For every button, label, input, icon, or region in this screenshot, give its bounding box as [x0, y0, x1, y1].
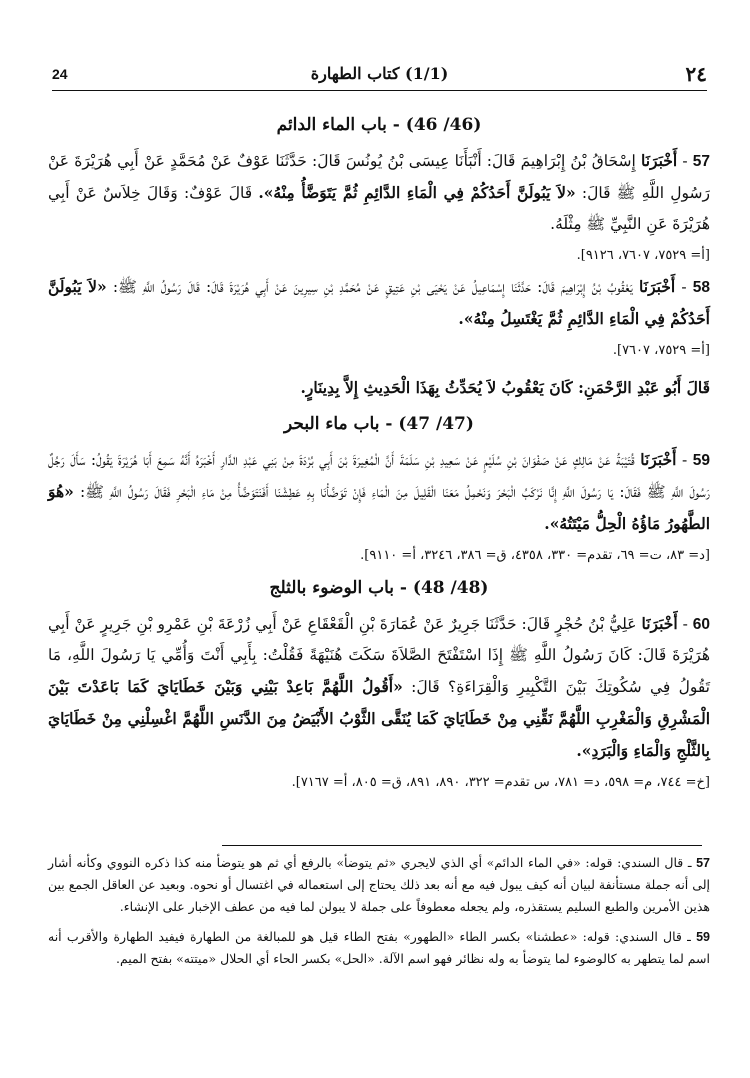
page-title: (1/1) كتاب الطهارة	[310, 64, 449, 83]
main-text	[48, 108, 710, 798]
footnote-text: ـ قال السندي: قوله: «في الماء الدائم» أي الذي لايجري «ثم يتوضأ» بالرفع أي ثم هو يتوضأ منه كذا ذكره النووي وكأنه أشار إلى أنه جملة مستأنفة لبيان أنه كيف يبول فيه مع أنه بعد ذلك يحتاج إلى استعماله في اغتسال أو نحوه. وبعيد عن العاقل الجمع بين هذين الأمرين والطبع السليم يستقذره، ولم يجعله معطوفاً على جملة لا يبولن لما فيه من عطف الإخبار على الإنشاء.	[48, 855, 710, 914]
hadith-lead: أَخْبَرَنَا	[640, 151, 678, 170]
hadith-quote: «لاَ يَبُولَنَّ أَحَدُكُمْ فِي الْمَاءِ الدَّائِمِ ثُمَّ يَتَوَضَّأُ مِنْهُ».	[258, 183, 576, 202]
hadith-lead: أَخْبَرَنَا	[639, 277, 676, 296]
hadith-entry: 59 - أَخْبَرَنَا قُتَيْبَةُ عَنْ مَالِكٍ عَنْ صَفْوَانَ بْنِ سُلَيْمٍ عَنْ سَعِيدِ بْنِ سَلَمَةَ أَنَّ الْمُغِيرَةَ بْنَ أَبِي بُرْدَةَ مِنْ بَنِي عَبْدِ الدَّارِ أَخْبَرَهُ أَنَّهُ سَمِعَ أَبَا هُرَيْرَةَ يَقُولُ: سَأَلَ رَجُلٌ رَسُولَ اللَّهِ ﷺ فَقَالَ: يَا رَسُولَ اللَّهِ إِنَّا نَرْكَبُ الْبَحْرَ وَنَحْمِلُ مَعَنَا الْقَلِيلَ مِنَ الْمَاءِ فَإِنْ تَوَضَّأْنَا بِهِ عَطِشْنَا أَفَنَتَوَضَّأُ مِنْ مَاءِ الْبَحْرِ فَقَالَ رَسُولُ اللَّهِ ﷺ: «هُوَ الطَّهُورُ مَاؤُهُ الْحِلُّ مَيْتَتُهُ». [د= ٨٣، ت= ٦٩، تقدم= ٣٣٠، ٤٣٥٨، ق= ٣٨٦، ٣٢٤٦، أ= ٩١١٠].	[48, 444, 710, 571]
hadith-number: 58	[692, 279, 710, 296]
hadith-reference: [خ= ٧٤٤، م= ٥٩٨، د= ٧٨١، س تقدم= ٣٢٢، ٨٩٠، ٨٩١، ق= ٨٠٥، أ= ٧١٦٧].	[291, 775, 710, 790]
hadith-reference: [أ= ٧٥٢٩، ٧٦٠٧].	[612, 343, 710, 358]
hadith-lead: أَخْبَرَنَا	[641, 614, 678, 633]
footnote-number: 57	[696, 856, 710, 870]
hadith-number: 59	[692, 452, 710, 469]
footnote-text: ـ قال السندي: قوله: «عطشنا» بكسر الطاء «الطهور» بفتح الطاء قيل هو للمبالغة من الطهارة فيفيد الطهارة والأقرب أنه اسم لما يتطهر به كالوضوء لما يتوضأ به وله نظائر فهو اسم الآلة. «الحل» بكسر الحاء أي الحلال «ميتته» بفتح الميم.	[48, 929, 710, 966]
hadith-quote: «أَقُولُ اللَّهُمَّ بَاعِدْ بَيْنِي وَبَيْنَ خَطَايَايَ كَمَا بَاعَدْتَ بَيْنَ الْمَشْرِقِ وَالْمَغْرِبِ اللَّهُمَّ نَقِّنِي مِنْ خَطَايَايَ كَمَا يُنَقَّى الثَّوْبُ الأَبْيَضُ مِنَ الدَّنَسِ اللَّهُمَّ اغْسِلْنِي مِنْ خَطَايَايَ بِالثَّلْجِ وَالْمَاءِ وَالْبَرَدِ».	[48, 677, 710, 760]
chapter-heading: (46/ 46) - باب الماء الدائم	[276, 115, 482, 135]
hadith-entry: 58 - أَخْبَرَنَا يَعْقُوبُ بْنُ إِبْرَاهِيمَ قَالَ: حَدَّثَنَا إِسْمَاعِيلُ عَنْ يَحْيَى بْنِ عَتِيقٍ عَنْ مُحَمَّدِ بْنِ سِيرِينَ عَنْ أَبِي هُرَيْرَةَ قَالَ: قَالَ رَسُولُ اللَّهِ ﷺ: «لاَ يَبُولَنَّ أَحَدُكُمْ فِي الْمَاءِ الدَّائِمِ ثُمَّ يَغْتَسِلُ مِنْهُ». [أ= ٧٥٢٩، ٧٦٠٧].	[48, 271, 710, 366]
page-number-latin: 24	[52, 66, 68, 82]
chapter-heading: (47/ 47) - باب ماء البحر	[284, 414, 474, 434]
hadith-entry: 60 - أَخْبَرَنَا عَلِيُّ بْنُ حُجْرٍ قَالَ: حَدَّثَنَا جَرِيرٌ عَنْ عُمَارَةَ بْنِ الْقَعْقَاعِ عَنْ أَبِي زُرْعَةَ بْنِ عَمْرِو بْنِ جَرِيرٍ عَنْ أَبِي هُرَيْرَةَ قَالَ: كَانَ رَسُولُ اللَّهِ ﷺ إِذَا اسْتَفْتَحَ الصَّلاَةَ سَكَتَ هُنَيْهَةً فَقُلْتُ: بِأَبِي أَنْتَ وَأُمِّي يَا رَسُولَ اللَّهِ، مَا تَقُولُ فِي سُكُوتِكَ بَيْنَ التَّكْبِيرِ وَالْقِرَاءَةِ؟ قَالَ: «أَقُولُ اللَّهُمَّ بَاعِدْ بَيْنِي وَبَيْنَ خَطَايَايَ كَمَا بَاعَدْتَ بَيْنَ الْمَشْرِقِ وَالْمَغْرِبِ اللَّهُمَّ نَقِّنِي مِنْ خَطَايَايَ كَمَا يُنَقَّى الثَّوْبُ الأَبْيَضُ مِنَ الدَّنَسِ اللَّهُمَّ اغْسِلْنِي مِنْ خَطَايَايَ بِالثَّلْجِ وَالْمَاءِ وَالْبَرَدِ». [خ= ٧٤٤، م= ٥٩٨، د= ٧٨١، س تقدم= ٣٢٢، ٨٩٠، ٨٩١، ق= ٨٠٥، أ= ٧١٦٧].	[48, 608, 710, 798]
hadith-number: 60	[692, 616, 711, 633]
hadith-chain: قُتَيْبَةُ عَنْ مَالِكٍ عَنْ صَفْوَانَ بْنِ سُلَيْمٍ عَنْ سَعِيدِ بْنِ سَلَمَةَ أَنَّ الْمُغِيرَةَ بْنَ أَبِي بُرْدَةَ مِنْ بَنِي عَبْدِ الدَّارِ أَخْبَرَهُ أَنَّهُ سَمِعَ أَبَا هُرَيْرَةَ يَقُولُ: سَأَلَ رَجُلٌ رَسُولَ اللَّهِ ﷺ فَقَالَ: يَا رَسُولَ اللَّهِ إِنَّا نَرْكَبُ الْبَحْرَ وَنَحْمِلُ مَعَنَا الْقَلِيلَ مِنَ الْمَاءِ فَإِنْ تَوَضَّأْنَا بِهِ عَطِشْنَا أَفَنَتَوَضَّأُ مِنْ مَاءِ الْبَحْرِ فَقَالَ رَسُولُ اللَّهِ ﷺ:	[48, 451, 710, 501]
hadith-chain: إِسْحَاقُ بْنُ إِبْرَاهِيمَ قَالَ: أَنْبَأَنَا عِيسَى بْنُ يُونُسَ قَالَ: حَدَّثَنَا عَوْفٌ عَنْ مُحَمَّدٍ عَنْ أَبِي هُرَيْرَةَ عَنْ رَسُولِ اللَّهِ ﷺ قَالَ:	[48, 152, 710, 202]
footnote	[48, 852, 710, 918]
hadith-reference: [أ= ٧٥٢٩، ٧٦٠٧، ٩١٢٦].	[576, 248, 710, 263]
hadith-chain: يَعْقُوبُ بْنُ إِبْرَاهِيمَ قَالَ: حَدَّثَنَا إِسْمَاعِيلُ عَنْ يَحْيَى بْنِ عَتِيقٍ عَنْ مُحَمَّدِ بْنِ سِيرِينَ عَنْ أَبِي هُرَيْرَةَ قَالَ: قَالَ رَسُولُ اللَّهِ ﷺ:	[112, 278, 633, 296]
chapter-heading: (48/ 48) - باب الوضوء بالثلج	[269, 578, 489, 598]
hadith-quote: «لاَ يَبُولَنَّ أَحَدُكُمْ فِي الْمَاءِ الدَّائِمِ ثُمَّ يَغْتَسِلُ مِنْهُ».	[48, 277, 710, 328]
hadith-quote: «هُوَ الطَّهُورُ مَاؤُهُ الْحِلُّ مَيْتَتُهُ».	[48, 482, 710, 533]
hadith-reference: [د= ٨٣، ت= ٦٩، تقدم= ٣٣٠، ٤٣٥٨، ق= ٣٨٦، ٣٢٤٦، أ= ٩١١٠].	[360, 548, 710, 563]
page-header	[52, 60, 707, 91]
footnote-divider	[222, 845, 702, 846]
footnote-number: 59	[696, 930, 710, 944]
page-number-arabic: ٢٤	[685, 62, 707, 86]
footnotes	[48, 852, 710, 978]
hadith-lead: أَخْبَرَنَا	[640, 450, 677, 469]
author-note: قَالَ أَبُو عَبْدِ الرَّحْمَنِ: كَانَ يَعْقُوبُ لاَ يُحَدِّثُ بِهَذَا الْحَدِيثِ إِلاَّ بِدِينَارٍ.	[300, 378, 710, 397]
footnote	[48, 926, 710, 970]
hadith-entry: 57 - أَخْبَرَنَا إِسْحَاقُ بْنُ إِبْرَاهِيمَ قَالَ: أَنْبَأَنَا عِيسَى بْنُ يُونُسَ قَالَ: حَدَّثَنَا عَوْفٌ عَنْ مُحَمَّدٍ عَنْ أَبِي هُرَيْرَةَ عَنْ رَسُولِ اللَّهِ ﷺ قَالَ: «لاَ يَبُولَنَّ أَحَدُكُمْ فِي الْمَاءِ الدَّائِمِ ثُمَّ يَتَوَضَّأُ مِنْهُ». قَالَ عَوْفٌ: وَقَالَ خِلاَسٌ عَنْ أَبِي هُرَيْرَةَ عَنِ النَّبِيِّ ﷺ مِثْلَهُ. [أ= ٧٥٢٩، ٧٦٠٧، ٩١٢٦].	[48, 145, 710, 271]
hadith-chain: عَلِيُّ بْنُ حُجْرٍ قَالَ: حَدَّثَنَا جَرِيرٌ عَنْ عُمَارَةَ بْنِ الْقَعْقَاعِ عَنْ أَبِي زُرْعَةَ بْنِ عَمْرِو بْنِ جَرِيرٍ عَنْ أَبِي هُرَيْرَةَ قَالَ: كَانَ رَسُولُ اللَّهِ ﷺ إِذَا اسْتَفْتَحَ الصَّلاَةَ سَكَتَ هُنَيْهَةً فَقُلْتُ: بِأَبِي أَنْتَ وَأُمِّي يَا رَسُولَ اللَّهِ، مَا تَقُولُ فِي سُكُوتِكَ بَيْنَ التَّكْبِيرِ وَالْقِرَاءَةِ؟ قَالَ:	[48, 615, 710, 696]
hadith-tail: قَالَ عَوْفٌ: وَقَالَ خِلاَسٌ عَنْ أَبِي هُرَيْرَةَ عَنِ النَّبِيِّ ﷺ مِثْلَهُ.	[48, 184, 710, 233]
hadith-number: 57	[692, 153, 710, 170]
